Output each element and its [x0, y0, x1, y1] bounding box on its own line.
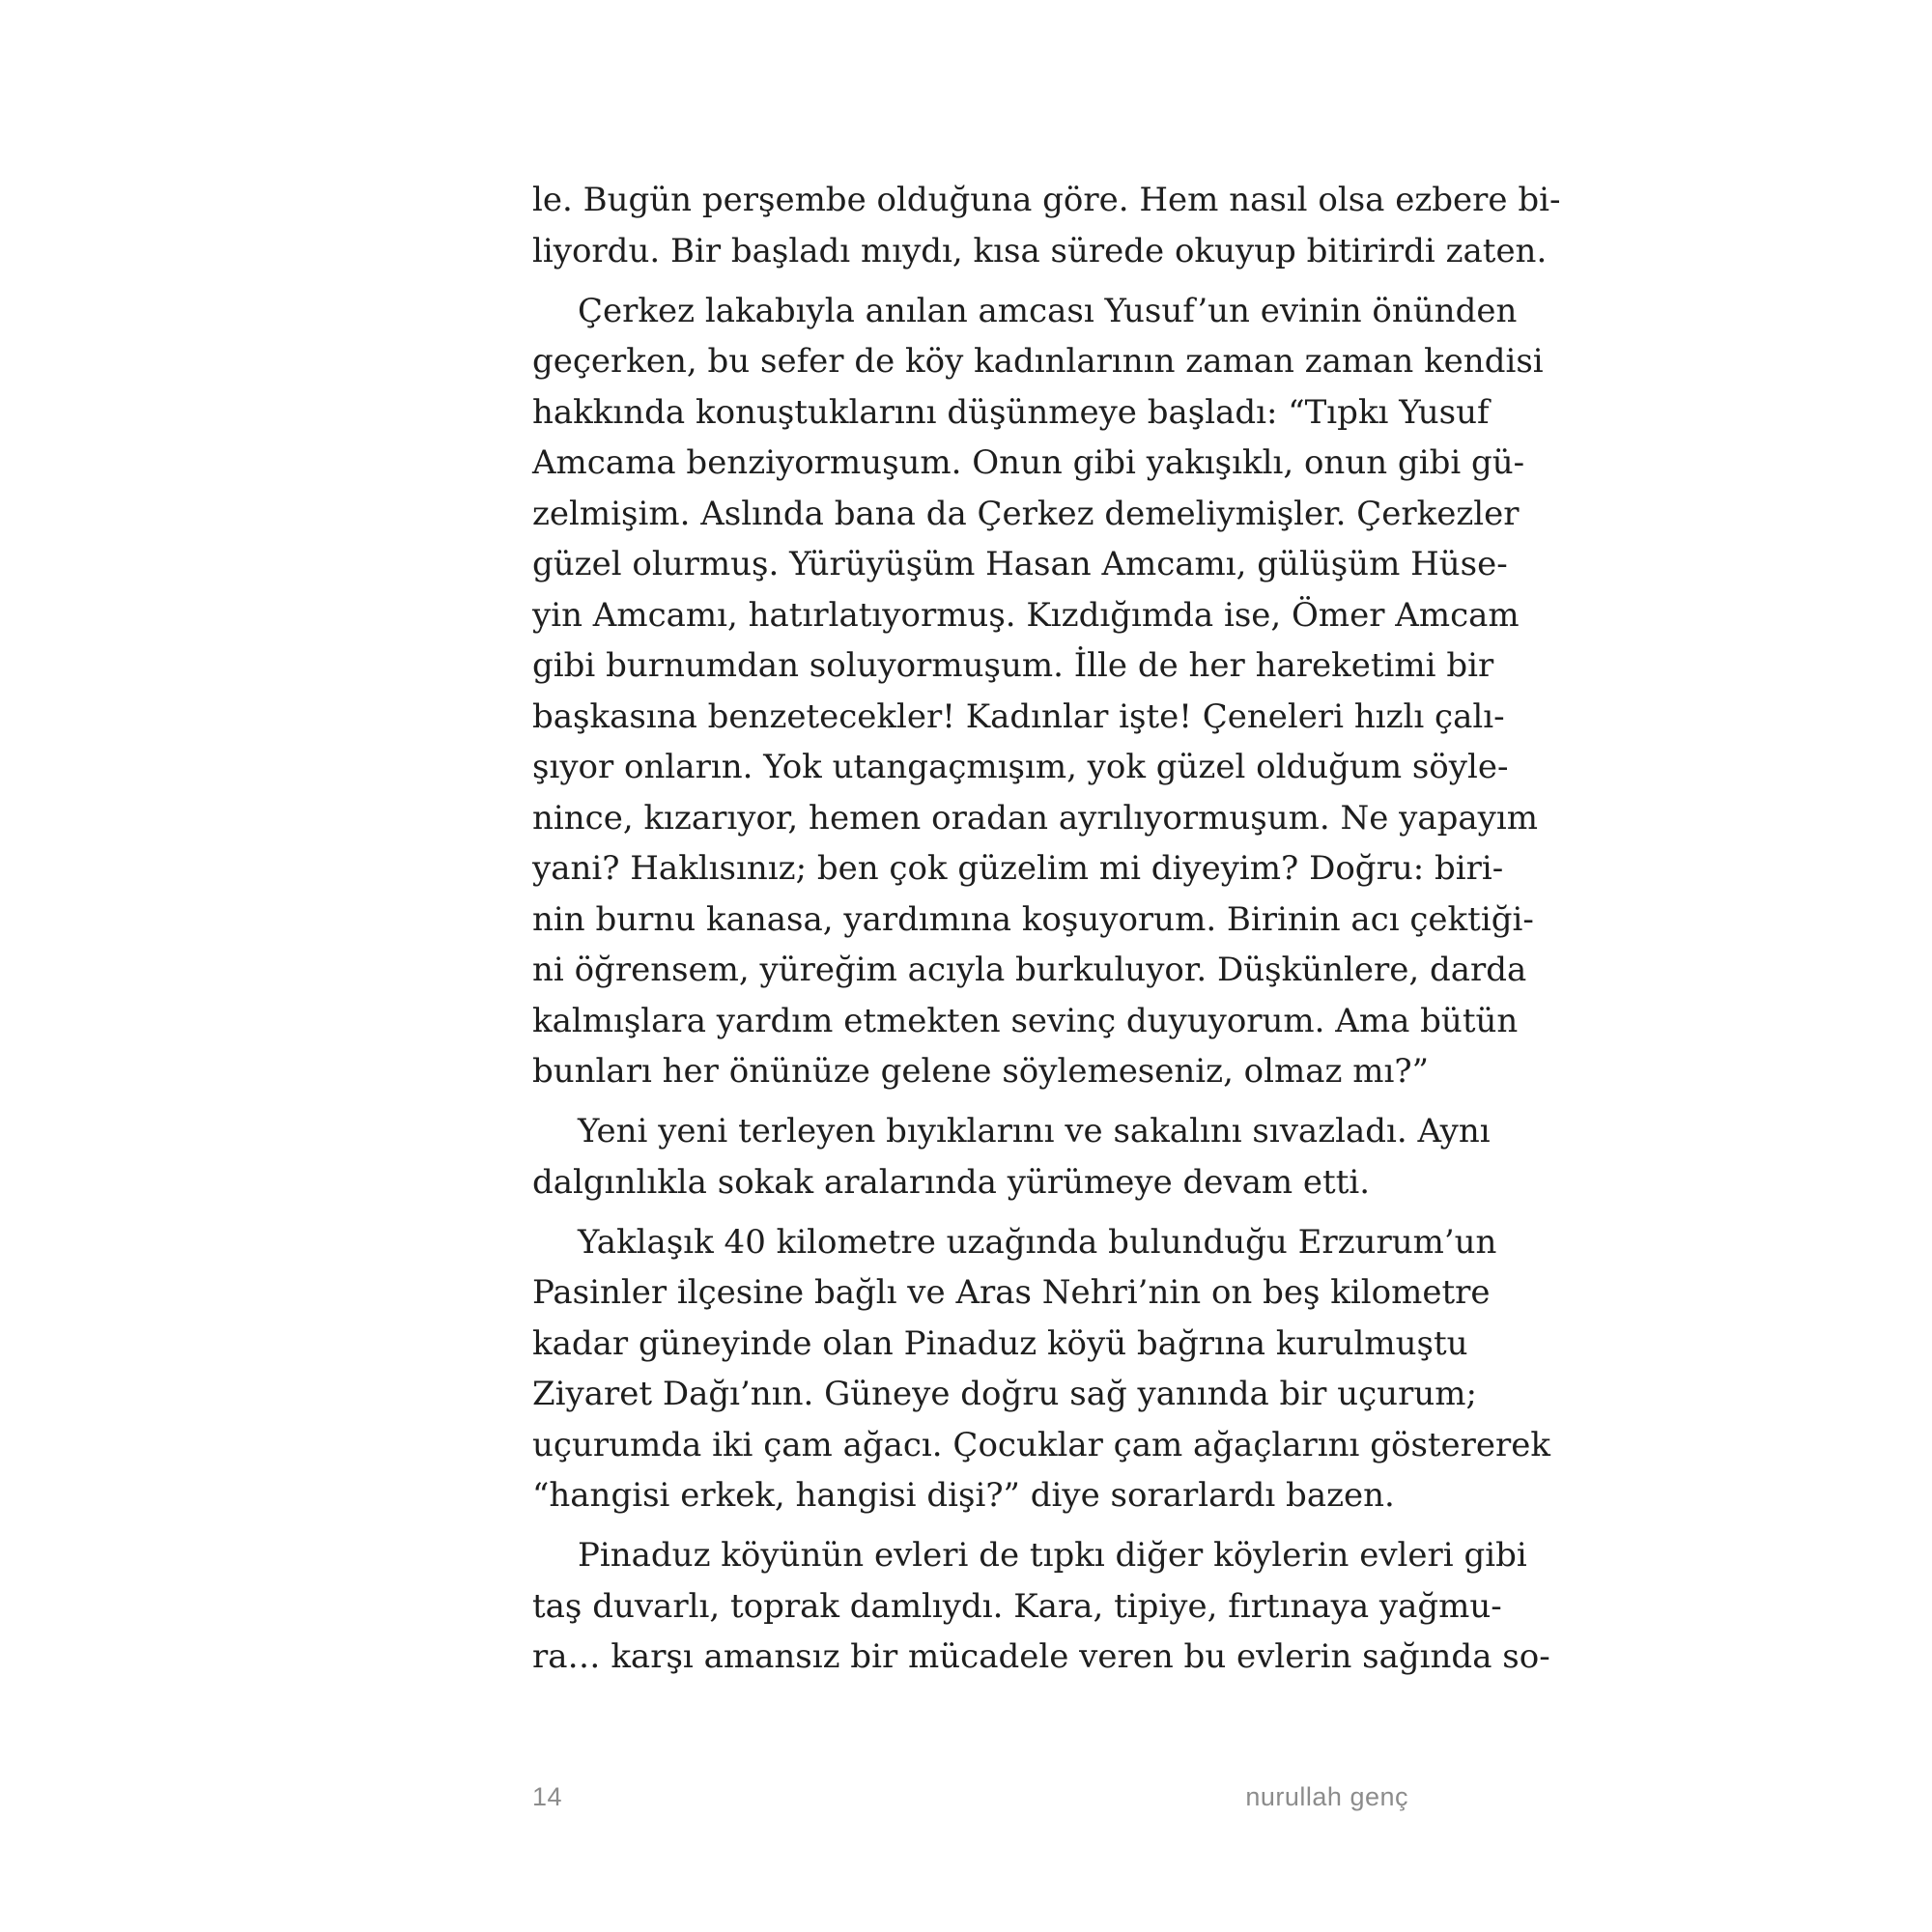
- paragraph: [532, 286, 1544, 1097]
- text-line: geçerken, bu sefer de köy kadınlarının zaman zaman kendisi: [532, 342, 1544, 381]
- text-line: dalgınlıkla sokak aralarında yürümeye devam etti.: [532, 1162, 1371, 1202]
- text-line: yani? Haklısınız; ben çok güzelim mi diyeyim? Doğru: biri-: [532, 849, 1504, 888]
- text-line: hakkında konuştuklarını düşünmeye başladı: “Tıpkı Yusuf: [532, 392, 1490, 432]
- running-footer-author: nurullah genç: [1245, 1782, 1408, 1811]
- text-line: Yaklaşık 40 kilometre uzağında bulunduğu Erzurum’un: [578, 1222, 1497, 1262]
- text-line: Ziyaret Dağı’nın. Güneye doğru sağ yanında bir uçurum;: [532, 1375, 1477, 1413]
- text-line: şıyor onların. Yok utangaçmışım, yok güzel olduğum söyle-: [532, 748, 1509, 786]
- paragraph: [532, 1106, 1491, 1208]
- text-line: Pasinler ilçesine bağlı ve Aras Nehri’nin on beş kilometre: [532, 1273, 1491, 1312]
- text-line: taş duvarlı, toprak damlıydı. Kara, tipiye, fırtınaya yağmu-: [532, 1586, 1502, 1626]
- text-line: başkasına benzetecekler! Kadınlar işte! Çeneleri hızlı çalı-: [532, 696, 1505, 736]
- text-line: nince, kızarıyor, hemen oradan ayrılıyormuşum. Ne yapayım: [532, 798, 1539, 838]
- paragraph: [532, 1217, 1551, 1521]
- text-line: “hangisi erkek, hangisi dişi?” diye sorarlardı bazen.: [532, 1476, 1395, 1515]
- text-line: uçurumda iki çam ağacı. Çocuklar çam ağaçlarını göstererek: [532, 1425, 1551, 1464]
- text-line: le. Bugün perşembe olduğuna göre. Hem nasıl olsa ezbere bi-: [532, 181, 1561, 219]
- paragraph-gap: [532, 1097, 1411, 1107]
- text-line: gibi burnumdan soluyormuşum. İlle de her hareketimi bir: [532, 646, 1494, 685]
- paragraph-gap: [532, 1521, 1411, 1531]
- text-line: liyordu. Bir başladı mıydı, kısa sürede okuyup bitirirdi zaten.: [532, 231, 1548, 270]
- text-line: Çerkez lakabıyla anılan amcası Yusuf’un evinin önünden: [578, 291, 1518, 330]
- text-line: ra… karşı amansız bir mücadele veren bu evlerin sağında so-: [532, 1637, 1550, 1676]
- paragraph-gap: [532, 1208, 1411, 1217]
- paragraph: [532, 175, 1561, 276]
- text-line: Amcama benziyormuşum. Onun gibi yakışıklı, onun gibi gü-: [532, 443, 1525, 482]
- text-line: yin Amcamı, hatırlatıyormuş. Kızdığımda ise, Ömer Amcam: [532, 595, 1520, 635]
- text-line: Pinaduz köyünün evleri de tıpkı diğer köylerin evleri gibi: [578, 1536, 1527, 1575]
- text-line: zelmişim. Aslında bana da Çerkez demeliymişler. Çerkezler: [532, 494, 1520, 533]
- text-line: Yeni yeni terleyen bıyıklarını ve sakalını sıvazladı. Aynı: [578, 1112, 1491, 1151]
- page-number: 14: [532, 1782, 563, 1811]
- paragraph: [532, 1530, 1550, 1683]
- paragraph-gap: [532, 276, 1411, 286]
- text-line: bunları her önünüze gelene söylemeseniz, olmaz mı?”: [532, 1052, 1429, 1091]
- text-line: kalmışlara yardım etmekten sevinç duyuyorum. Ama bütün: [532, 1001, 1519, 1040]
- body-text: [532, 175, 1561, 1683]
- text-line: nin burnu kanasa, yardımına koşuyorum. Birinin acı çektiği-: [532, 899, 1534, 939]
- text-line: güzel olurmuş. Yürüyüşüm Hasan Amcamı, gülüşüm Hüse-: [532, 545, 1508, 583]
- text-line: kadar güneyinde olan Pinaduz köyü bağrına kurulmuştu: [532, 1323, 1468, 1363]
- text-line: ni öğrensem, yüreğim acıyla burkuluyor. Düşkünlere, darda: [532, 951, 1527, 989]
